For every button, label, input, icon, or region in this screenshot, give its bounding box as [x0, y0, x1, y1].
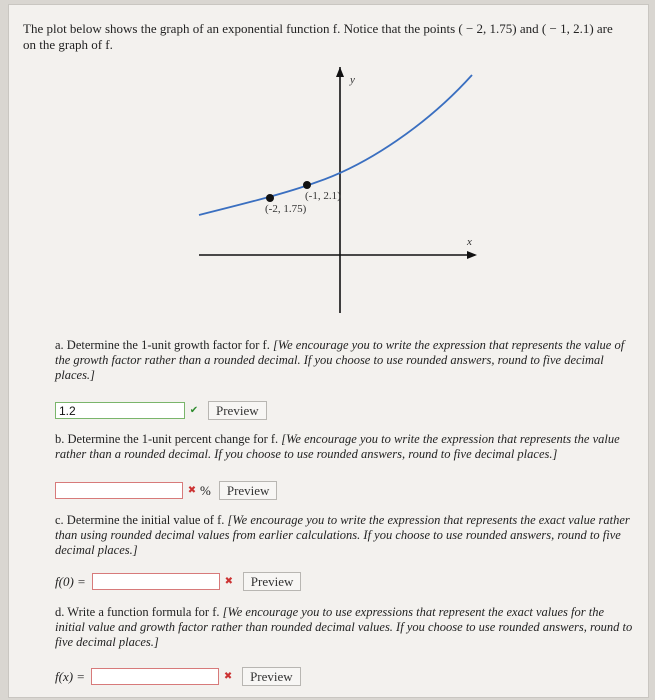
problem-intro — [23, 21, 633, 53]
problem-panel — [8, 4, 649, 698]
f0-label: f(0) = — [55, 573, 86, 589]
preview-c-button[interactable]: Preview — [243, 572, 302, 591]
cross-icon: ✖ — [224, 576, 233, 587]
question-c — [55, 513, 635, 558]
y-axis-arrow-icon — [336, 67, 344, 77]
point-neg2 — [266, 194, 274, 202]
question-b-text: b. Determine the 1-unit percent change for f. — [55, 432, 279, 446]
answer-row-a — [55, 401, 267, 420]
answer-row-d — [55, 667, 301, 686]
x-axis-label: x — [467, 236, 472, 248]
percent-unit: % — [200, 482, 211, 498]
answer-row-c — [55, 572, 301, 591]
question-c-hint: [We encourage you to write the expression that represents the exact value rather than using rounded decimal values from earlier calculations. If you choose to use rounded answers, round to five decimal places.] — [55, 513, 630, 557]
answer-d-input[interactable] — [91, 668, 219, 685]
question-a — [55, 338, 635, 383]
cross-icon: ✖ — [223, 671, 233, 682]
answer-c-input[interactable] — [92, 573, 220, 590]
answer-a-input[interactable] — [55, 402, 185, 419]
preview-a-button[interactable]: Preview — [208, 401, 267, 420]
question-a-text: a. Determine the 1-unit growth factor for f. — [55, 338, 270, 352]
preview-b-button[interactable]: Preview — [219, 481, 278, 500]
check-icon: ✔ — [189, 405, 199, 416]
y-axis-label: y — [350, 74, 355, 86]
intro-line-2: on the graph of f. — [23, 37, 113, 52]
question-c-text: c. Determine the initial value of f. — [55, 513, 225, 527]
intro-line-1: The plot below shows the graph of an exponential function f. Notice that the points ( − 2, 1.75) and ( − 1, 2.1) are — [23, 21, 613, 36]
question-d — [55, 605, 635, 650]
point-neg1 — [303, 181, 311, 189]
preview-d-button[interactable]: Preview — [242, 667, 301, 686]
x-axis-arrow-icon — [467, 251, 477, 259]
point-neg1-label: (-1, 2.1) — [305, 190, 341, 202]
cross-icon: ✖ — [187, 485, 197, 496]
question-a-hint: [We encourage you to write the expression that represents the value of the growth factor rather than a rounded decimal. If you choose to use rounded answers, round to five decimal places.] — [55, 338, 625, 382]
point-neg2-label: (-2, 1.75) — [265, 203, 307, 215]
question-b-hint: [We encourage you to write the expression that represents the value rather than a rounded decimal. If you choose to use rounded answers, round to five decimal places.] — [55, 432, 620, 461]
answer-b-input[interactable] — [55, 482, 183, 499]
exponential-graph — [197, 65, 487, 315]
question-d-text: d. Write a function formula for f. — [55, 605, 220, 619]
fx-label: f(x) = — [55, 668, 86, 684]
question-b — [55, 432, 635, 462]
question-d-hint: [We encourage you to use expressions that represent the exact values for the initial value and growth factor rather than rounded decimal values. If you choose to use rounded answers, round to five decimal places.] — [55, 605, 633, 649]
answer-row-b — [55, 481, 277, 500]
